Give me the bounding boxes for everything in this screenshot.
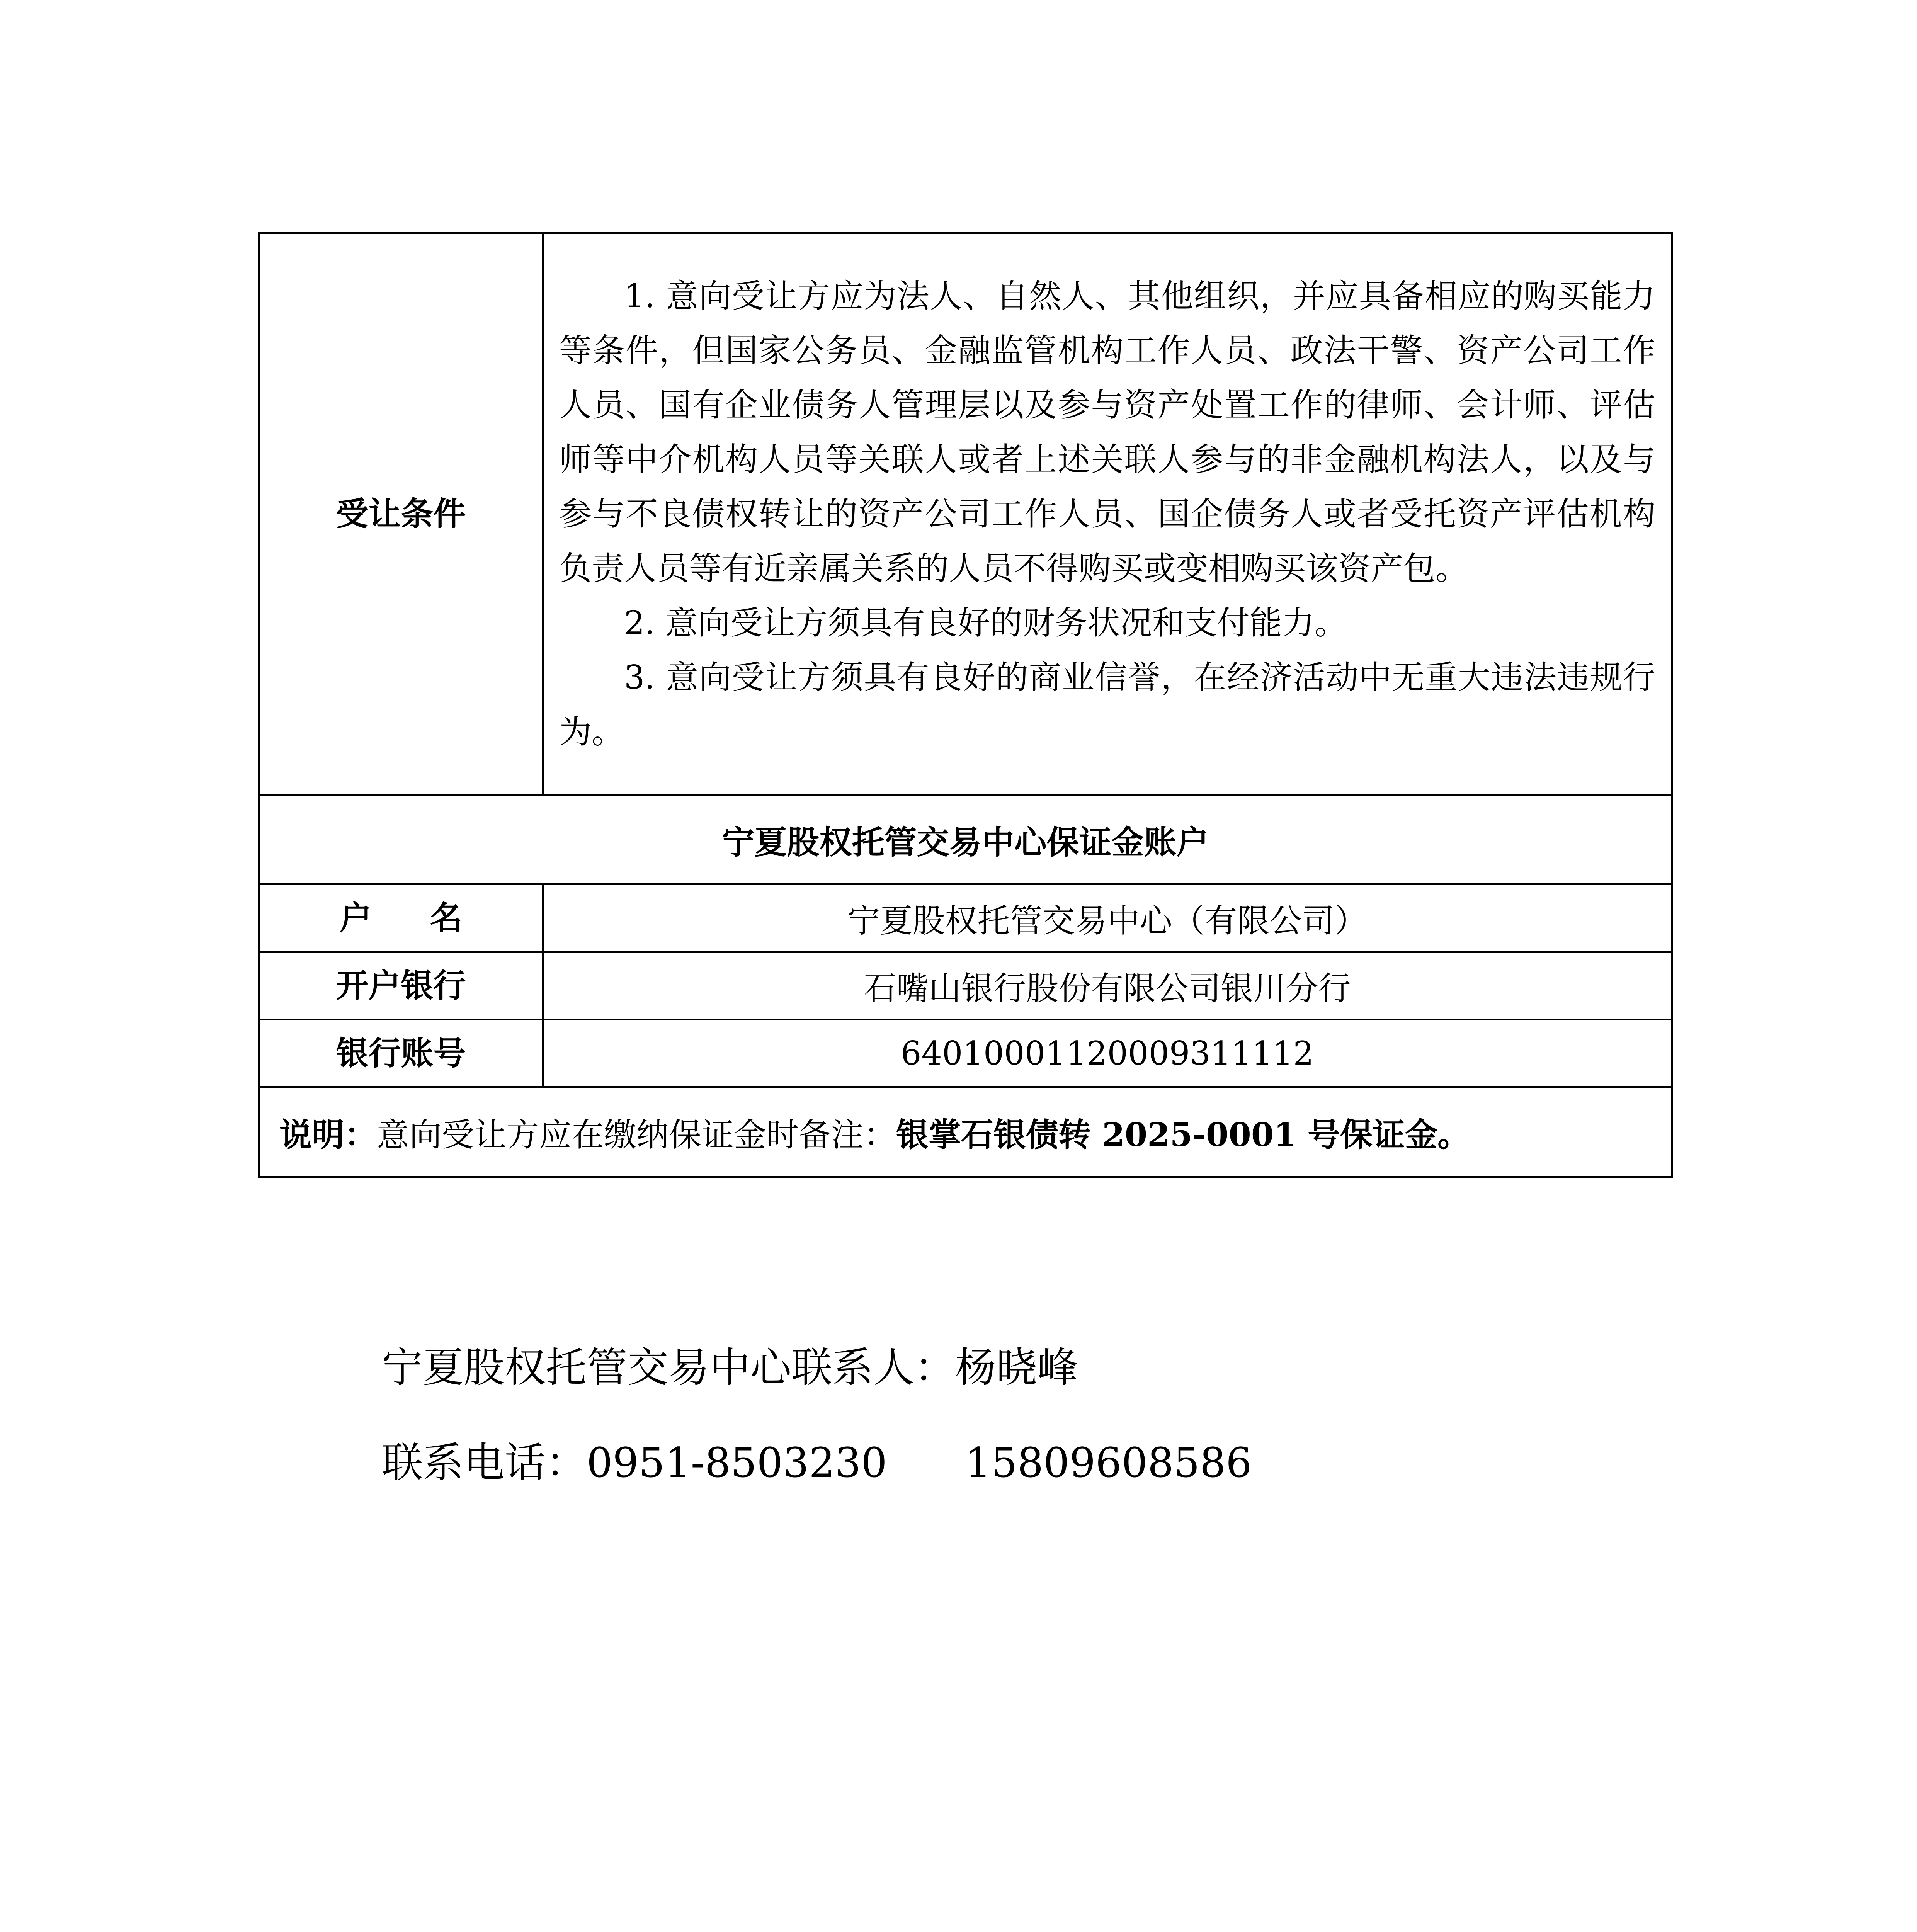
transfer-info-table (258, 232, 1673, 1178)
note-content (259, 1087, 1672, 1177)
account-number-row (259, 1020, 1672, 1087)
bank-label: 开户银行 (259, 952, 543, 1020)
account-name-label: 户名 (339, 899, 520, 937)
contact-phone-label: 联系电话： (382, 1439, 587, 1486)
conditions-content (543, 233, 1672, 796)
bank-row (259, 952, 1672, 1020)
condition-item: 3. 意向受让方须具有良好的商业信誉，在经济活动中无重大违法违规行为。 (559, 658, 1655, 751)
note-text: 意向受让方应在缴纳保证金时备注： (377, 1116, 896, 1154)
conditions-row (259, 233, 1672, 796)
account-section-title: 宁夏股权托管交易中心保证金账户 (259, 796, 1672, 884)
account-name-row (259, 884, 1672, 952)
account-number-value: 64010001120009311112 (543, 1020, 1672, 1087)
condition-item: 1. 意向受让方应为法人、自然人、其他组织，并应具备相应的购买能力等条件，但国家公务员、金融监管机构工作人员、政法干警、资产公司工作人员、国有企业债务人管理层以及参与资产处置工作的律师、会计师、评估师等中介机构人员等关联人或者上述关联人参与的非金融机构法人，以及与参与不良债权转让的资产公司工作人员、国企债务人或者受托资产评估机构负责人员等有近亲属关系的人员不得购买或变相购买该资产包。 (559, 277, 1655, 587)
contact-phone-line (382, 1438, 1252, 1487)
phone-spacer (887, 1439, 965, 1486)
account-number-label: 银行账号 (259, 1020, 543, 1087)
note-prefix: 说明： (279, 1116, 377, 1154)
note-emphasis: 银掌石银债转 2025-0001 号保证金。 (896, 1115, 1470, 1154)
conditions-label: 受让条件 (259, 233, 543, 796)
contact-phone-mobile: 15809608586 (965, 1439, 1252, 1486)
account-name-value: 宁夏股权托管交易中心（有限公司） (543, 884, 1672, 952)
bank-value: 石嘴山银行股份有限公司银川分行 (543, 952, 1672, 1020)
contact-person: 宁夏股权托管交易中心联系人：杨晓峰 (382, 1344, 1078, 1391)
note-row (259, 1087, 1672, 1177)
condition-item: 2. 意向受让方须具有良好的财务状况和支付能力。 (624, 604, 1347, 642)
account-section-row (259, 796, 1672, 884)
contact-phone-primary: 0951-8503230 (587, 1439, 887, 1486)
